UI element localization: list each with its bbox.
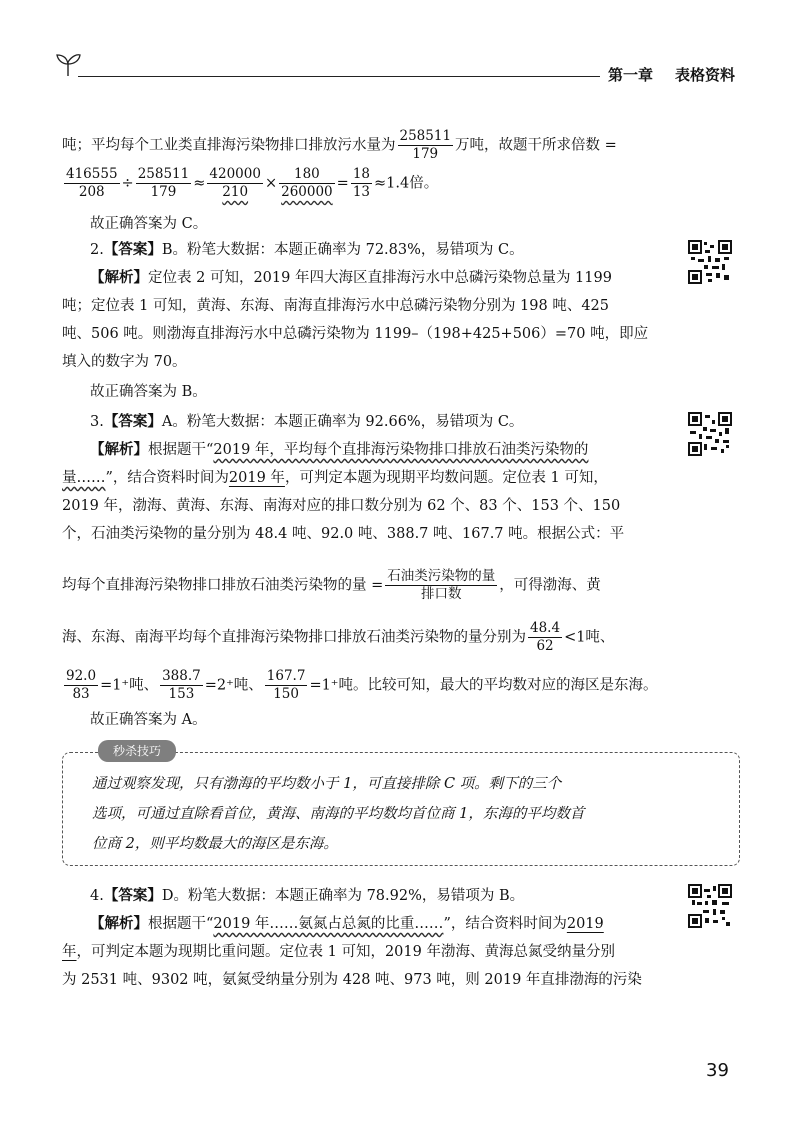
chapter-title: 表格资料 [675, 66, 736, 84]
fraction: $\frac{167.7}{150}$ [266, 668, 306, 702]
qr-code-icon[interactable] [688, 412, 732, 456]
formula-line: $\frac{416555}{208}$ ÷ $\frac{258511}{179}$ ≈ $\frac{420000}{210}$ × $\frac{180}{260000}$ = $\frac{18}{13}$ ≈1.4倍。 [66, 166, 439, 200]
text-line: 吨；平均每个工业类直排海污染物排口排放污水量为 $\frac{258511}{179}$ 万吨，故题干所求倍数 = [62, 128, 617, 162]
fraction: $\frac{180}{260000}$ [281, 166, 333, 200]
chapter-label: 第一章 [608, 66, 654, 84]
qr-code-icon[interactable] [688, 884, 732, 928]
analysis-line: 量……”，结合资料时间为2019 年，可判定本题为现期平均数问题。定位表 1 可知， [62, 470, 608, 486]
analysis-line: 为 2531 吨、9302 吨，氨氮受纳量分别为 428 吨、973 吨，则 2019 年直排渤海的污染 [62, 972, 642, 988]
fraction: $\frac{388.7}{153}$ [162, 668, 201, 702]
header-rule [78, 76, 600, 77]
analysis-line: 吨、506 吨。则渤海直排海污水中总磷污染物为 1199–（198+425+506）=70 吨，即应 [62, 326, 649, 342]
analysis-line: 2019 年，渤海、黄海、东海、南海对应的排口数分别为 62 个、83 个、153 个、150 [62, 498, 621, 514]
tip-label: 秒杀技巧 [98, 740, 176, 762]
analysis-line: 个，石油类污染物的量分别为 48.4 吨、92.0 吨、388.7 吨、167.7 吨。根据公式：平 [62, 526, 625, 542]
formula-line: 均每个直排海污染物排口排放石油类污染物的量 = $\frac{\text{石油类污染物的量}}{\text{排口数}}$ ，可得渤海、黄 [62, 568, 601, 602]
running-header [608, 64, 757, 85]
fraction: $\frac{420000}{210}$ [209, 166, 261, 200]
tip-line: 位商 2，则平均数最大的海区是东海。 [92, 836, 338, 852]
qr-code-icon[interactable] [688, 240, 732, 284]
tip-line: 选项，可通过直除看首位，黄海、南海的平均数均首位商 1，东海的平均数首 [92, 806, 585, 822]
fraction: $\frac{18}{13}$ [352, 166, 370, 200]
analysis-line: 填入的数字为 70。 [62, 354, 187, 370]
fraction: $\frac{258511}{179}$ [137, 166, 190, 200]
fraction: $\frac{258511}{179}$ [399, 128, 452, 162]
fraction: $\frac{92.0}{83}$ [66, 668, 97, 702]
conclusion: 故正确答案为 A。 [90, 712, 207, 728]
fraction: $\frac{\text{石油类污染物的量}}{\text{排口数}}$ [387, 568, 496, 602]
analysis-line: 吨；定位表 1 可知，黄海、东海、南海直排海污水中总磷污染物分别为 198 吨、425 [62, 298, 610, 314]
sprout-icon [54, 52, 82, 78]
analysis-line: 【解析】根据题干“2019 年，平均每个直排海污染物排口排放石油类污染物的 [90, 442, 589, 458]
analysis-line: 年，可判定本题为现期比重问题。定位表 1 可知，2019 年渤海、黄海总氮受纳量分别 [62, 944, 615, 960]
answer-line-q3: 3.【答案】A。粉笔大数据：本题正确率为 92.66%，易错项为 C。 [90, 414, 524, 430]
formula-line: 海、东海、南海平均每个直排海污染物排口排放石油类污染物的量分别为 $\frac{48.4}{62}$ <1吨、 [62, 620, 615, 654]
page-number: 39 [706, 1060, 729, 1081]
fraction: $\frac{416555}{208}$ [66, 166, 118, 200]
analysis-line: 【解析】根据题干“2019 年……氨氮占总氮的比重……”，结合资料时间为2019 [90, 916, 604, 932]
answer-line-q2: 2.【答案】B。粉笔大数据：本题正确率为 72.83%，易错项为 C。 [90, 242, 524, 258]
answer-line-q4: 4.【答案】D。粉笔大数据：本题正确率为 78.92%，易错项为 B。 [90, 888, 525, 904]
analysis-line: 【解析】定位表 2 可知，2019 年四大海区直排海污水中总磷污染物总量为 1199 [90, 270, 612, 286]
conclusion: 故正确答案为 C。 [90, 216, 208, 232]
fraction: $\frac{48.4}{62}$ [530, 620, 561, 654]
formula-line: $\frac{92.0}{83}$ =1⁺吨、 $\frac{388.7}{153}$ =2⁺吨、 $\frac{167.7}{150}$ =1⁺吨。比较可知，最大的平均数对应的海区是东海。 [66, 668, 658, 702]
conclusion: 故正确答案为 B。 [90, 384, 207, 400]
tip-line: 通过观察发现，只有渤海的平均数小于 1，可直接排除 C 项。剩下的三个 [92, 776, 562, 792]
